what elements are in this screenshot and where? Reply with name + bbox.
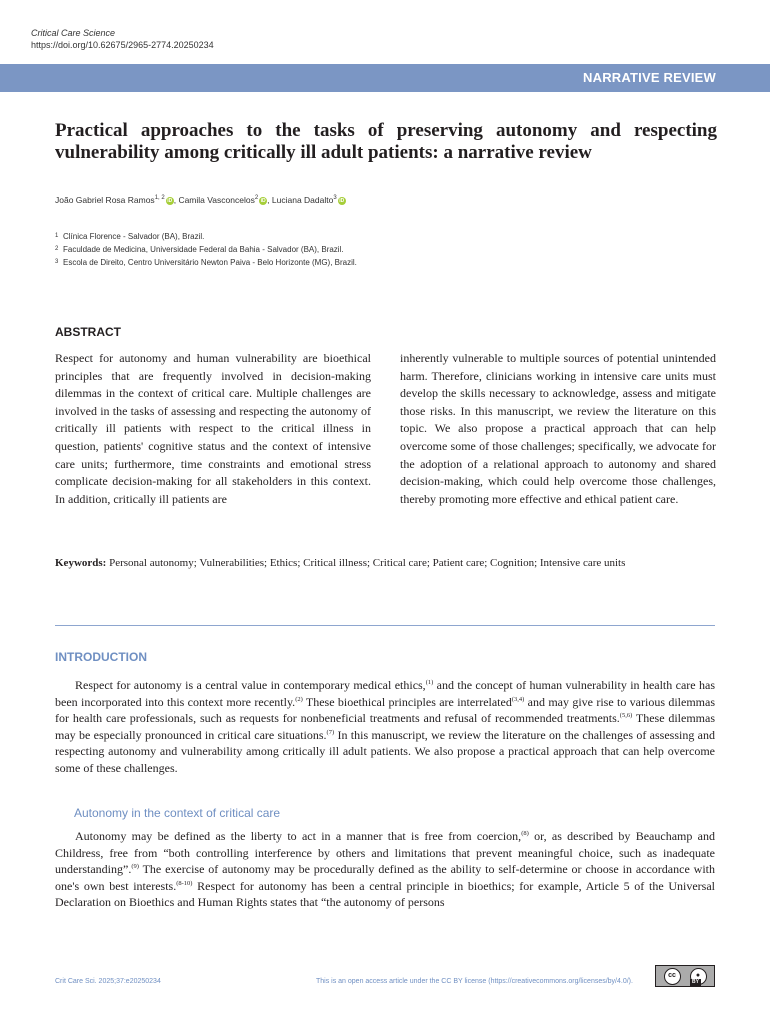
text-run: The exercise of autonomy may be procedurally defined as the ability to self-determine or choose in accordance with one's own best interests. [55, 862, 715, 893]
text-run: or, as described by Beauchamp and Childress, free from “both controlling interference by others and limitations that prevent meaningful choice, such as inadequate understanding”. [55, 829, 715, 876]
affiliation-list [55, 230, 357, 269]
orcid-icon[interactable]: iD [260, 198, 266, 204]
author-name: Luciana Dadalto [271, 195, 334, 205]
reference-link[interactable]: (3,4) [511, 695, 525, 703]
article-type-label: NARRATIVE REVIEW [583, 70, 716, 85]
reference-link[interactable]: (2) [295, 695, 303, 703]
footer-license[interactable]: This is an open access article under the CC BY license (https://creativecommons.org/licenses/by/4.0/). [316, 978, 633, 985]
keywords [55, 556, 717, 570]
person-icon: ● [690, 968, 707, 985]
affiliation [55, 256, 357, 269]
affiliation-text: Clínica Florence - Salvador (BA), Brazil. [63, 232, 205, 241]
abstract-column-left: Respect for autonomy and human vulnerability are bioethical principles that are frequently involved in decision-making dilemmas in the context of critical care. Multiple challenges are involved in the tasks of assessing and respecting the autonomy of critically ill patients with respect to the critical illness in question, patients' cognitive status and the context of intensive care units; furthermore, time constraints and emotional stress complicate decision-making for all stakeholders in this context. In addition, critically ill patients are [55, 351, 371, 506]
author-affil-sup: 3 [333, 195, 337, 202]
text-run: and may give rise to various dilemmas for health care professionals, such as requests for nonbeneficial treatments and refusal of recommended treatments. [55, 694, 715, 725]
text-run: Autonomy may be defined as the liberty to act in a manner that is free from coercion, [75, 829, 522, 843]
cc-license-badge[interactable] [655, 965, 715, 987]
autonomy-paragraph [55, 828, 715, 911]
introduction-paragraph [55, 677, 715, 776]
subsection-heading: Autonomy in the context of critical care [74, 806, 281, 820]
section-divider [55, 625, 715, 626]
reference-link[interactable]: (5,6) [619, 712, 633, 719]
orcid-icon[interactable]: iD [339, 198, 345, 204]
text-run: Respect for autonomy is a central value in contemporary medical ethics, [75, 678, 426, 692]
text-run: These bioethical principles are interrelated [302, 694, 512, 709]
affiliation-number: 2 [55, 246, 59, 252]
keywords-label: Keywords: [55, 557, 107, 569]
article-type-banner [0, 64, 770, 92]
journal-name: Critical Care Science [31, 28, 116, 38]
affiliation-text: Escola de Direito, Centro Universitário Newton Paiva - Belo Horizonte (MG), Brazil. [63, 258, 357, 267]
affiliation [55, 230, 357, 243]
affiliation-number: 1 [55, 233, 59, 239]
article-title: Practical approaches to the tasks of preserving autonomy and respecting vulnerability among critically ill adult patients: a narrative review [55, 120, 717, 163]
introduction-heading: INTRODUCTION [55, 650, 147, 664]
author-list: João Gabriel Rosa Ramos$^{1, 2}$ iD , Camila Vasconcelos$^2$ iD , Luciana Dadalto$^3$ iD [55, 195, 345, 205]
affiliation-number: 3 [55, 259, 59, 265]
journal-header [31, 27, 214, 51]
abstract-heading: ABSTRACT [55, 325, 121, 339]
cc-icon: cc [664, 968, 681, 985]
text-run: In this manuscript, we review the literature on the challenges of assessing and respecting autonomy and vulnerability among critically ill adult patients. We also propose a practical approach that can help overcome some of these challenges. [55, 727, 715, 775]
abstract-column-right: inherently vulnerable to multiple sources of potential unintended harm. Therefore, clinicians working in intensive care units must develop the skills necessary to acknowledge, assess and mitigate those risks. In this manuscript, we review the literature on this topic. We also propose a practical approach that can help overcome some of those challenges; specifically, we advocate for the adoption of a relational approach to autonomy and shared decision-making, which could help overcome those challenges, thereby promoting more effective and ethical patient care. [400, 351, 716, 506]
orcid-icon[interactable]: iD [167, 198, 173, 204]
reference-link[interactable]: (8-10) [176, 879, 193, 887]
author-affil-sup: 2 [254, 195, 259, 202]
keywords-text: Personal autonomy; Vulnerabilities; Ethics; Critical illness; Critical care; Patient care; Cognition; Intensive care units [109, 557, 626, 569]
reference-link[interactable]: (1) [425, 679, 434, 686]
reference-link[interactable]: (7) [326, 728, 335, 736]
journal-doi[interactable]: https://doi.org/10.62675/2965-2774.20250234 [31, 40, 214, 50]
footer-citation: Crit Care Sci. 2025;37:e20250234 [55, 978, 161, 985]
reference-link[interactable]: (8) [521, 830, 529, 837]
text-run: and the concept of human vulnerability in health care has been incorporated into this context more recently. [55, 678, 715, 709]
by-label: BY [692, 979, 699, 985]
text-run: These dilemmas may be especially pronounced in critical care situations. [55, 711, 716, 742]
author-name: Camila Vasconcelos [178, 195, 255, 205]
text-run: Respect for autonomy has been a central principle in bioethics; for example, Article 5 of the Universal Declaration on Bioethics and Human Rights states that “the autonomy of persons [55, 878, 715, 909]
author-name: João Gabriel Rosa Ramos [55, 195, 155, 205]
author-affil-sup: 1, 2 [154, 195, 165, 202]
affiliation [55, 243, 357, 256]
reference-link[interactable]: (9) [131, 863, 139, 870]
affiliation-text: Faculdade de Medicina, Universidade Federal da Bahia - Salvador (BA), Brazil. [63, 245, 344, 254]
